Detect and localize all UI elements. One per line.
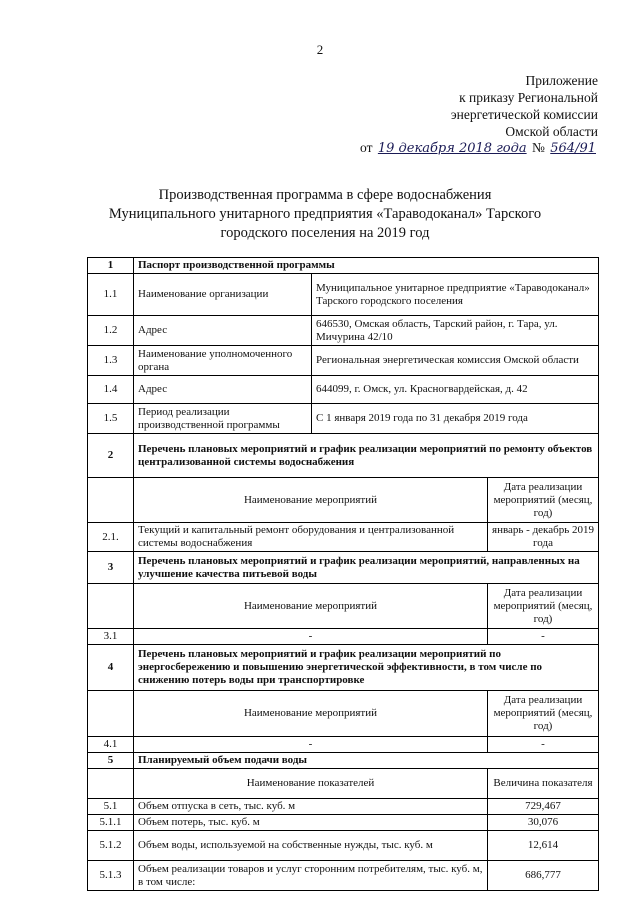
page-number: 2 <box>316 42 324 57</box>
empty-cell <box>88 769 134 799</box>
section-3-header <box>88 552 599 584</box>
section-number: 3 <box>88 552 134 584</box>
table-row <box>88 629 599 645</box>
section-title: Планируемый объем подачи воды <box>134 753 599 769</box>
row-name: Объем отпуска в сеть, тыс. куб. м <box>134 799 488 815</box>
empty-cell <box>88 691 134 737</box>
column-header-row <box>88 584 599 629</box>
approval-line <box>360 140 598 156</box>
row-label: Адрес <box>134 316 312 346</box>
row-number: 5.1.2 <box>88 831 134 861</box>
row-name: Объем реализации товаров и услуг сторонним потребителям, тыс. куб. м, в том числе: <box>134 861 488 891</box>
row-number: 1.3 <box>88 346 134 376</box>
table-row <box>88 861 599 891</box>
appendix-line: энергетической комиссии <box>450 107 598 122</box>
table-row <box>88 316 599 346</box>
column-header: Наименование мероприятий <box>134 478 488 523</box>
table-row <box>88 404 599 434</box>
section-1-header <box>88 258 599 274</box>
table-row <box>88 274 599 316</box>
row-number: 1.2 <box>88 316 134 346</box>
row-label: Наименование организации <box>134 274 312 316</box>
row-value: 646530, Омская область, Тарский район, г. Тара, ул. Мичурина 42/10 <box>312 316 599 346</box>
row-value: 644099, г. Омск, ул. Красногвардейская, д. 42 <box>312 376 599 404</box>
column-header-row <box>88 691 599 737</box>
section-number: 4 <box>88 645 134 691</box>
section-title: Перечень плановых мероприятий и график реализации мероприятий, направленных на улучшение качества питьевой воды <box>134 552 599 584</box>
table-row <box>88 346 599 376</box>
title-line: Муниципального унитарного предприятия «Тараводоканал» Тарского <box>108 206 542 222</box>
row-number: 5.1.1 <box>88 815 134 831</box>
appendix-line: Омской области <box>505 124 598 139</box>
empty-cell <box>88 478 134 523</box>
section-title: Паспорт производственной программы <box>134 258 599 274</box>
row-date: - <box>488 737 599 753</box>
section-4-header <box>88 645 599 691</box>
appendix-line: к приказу Региональной <box>459 90 598 105</box>
row-number: 3.1 <box>88 629 134 645</box>
document-title <box>90 186 560 243</box>
row-number: 5.1.3 <box>88 861 134 891</box>
section-title: Перечень плановых мероприятий и график реализации мероприятий по ремонту объектов централизованной системы водоснабжения <box>134 434 599 478</box>
row-number: 2.1. <box>88 523 134 552</box>
row-label: Адрес <box>134 376 312 404</box>
section-number: 1 <box>88 258 134 274</box>
row-label: Период реализации производственной программы <box>134 404 312 434</box>
program-table <box>87 257 599 891</box>
row-value: Региональная энергетическая комиссия Омской области <box>312 346 599 376</box>
column-header: Дата реализации мероприятий (месяц, год) <box>488 478 599 523</box>
row-date: - <box>488 629 599 645</box>
title-line: городского поселения на 2019 год <box>220 225 430 241</box>
row-number: 1.1 <box>88 274 134 316</box>
section-number: 5 <box>88 753 134 769</box>
row-value: Муниципальное унитарное предприятие «Тараводоканал» Тарского городского поселения <box>312 274 599 316</box>
title-line: Производственная программа в сфере водоснабжения <box>158 187 492 203</box>
table-row <box>88 831 599 861</box>
approval-prefix: от <box>360 140 373 155</box>
row-number: 4.1 <box>88 737 134 753</box>
number-sign: № <box>531 140 545 155</box>
column-header: Наименование мероприятий <box>134 584 488 629</box>
column-header-row <box>88 478 599 523</box>
row-value: 729,467 <box>488 799 599 815</box>
table-row <box>88 799 599 815</box>
table-row <box>88 376 599 404</box>
column-header: Наименование мероприятий <box>134 691 488 737</box>
row-label: Наименование уполномоченного органа <box>134 346 312 376</box>
handwritten-number: 564/91 <box>550 141 596 156</box>
column-header: Наименование показателей <box>134 769 488 799</box>
section-title: Перечень плановых мероприятий и график реализации мероприятий по энергосбережению и повышению энергетической эффективности, в том числе по снижению потерь воды при транспортировке <box>134 645 599 691</box>
handwritten-date: 19 декабря 2018 года <box>377 141 527 156</box>
row-name: Объем потерь, тыс. куб. м <box>134 815 488 831</box>
row-value: 12,614 <box>488 831 599 861</box>
section-2-header <box>88 434 599 478</box>
row-name: Текущий и капитальный ремонт оборудования и централизованной системы водоснабжения <box>134 523 488 552</box>
row-value: 686,777 <box>488 861 599 891</box>
table-row <box>88 737 599 753</box>
row-number: 1.5 <box>88 404 134 434</box>
table-row <box>88 815 599 831</box>
column-header: Дата реализации мероприятий (месяц, год) <box>488 691 599 737</box>
row-value: С 1 января 2019 года по 31 декабря 2019 года <box>312 404 599 434</box>
row-number: 1.4 <box>88 376 134 404</box>
row-name: Объем воды, используемой на собственные нужды, тыс. куб. м <box>134 831 488 861</box>
column-header: Дата реализации мероприятий (месяц, год) <box>488 584 599 629</box>
row-number: 5.1 <box>88 799 134 815</box>
row-name: - <box>134 737 488 753</box>
column-header-row <box>88 769 599 799</box>
row-date: январь - декабрь 2019 года <box>488 523 599 552</box>
row-name: - <box>134 629 488 645</box>
row-value: 30,076 <box>488 815 599 831</box>
table-row <box>88 523 599 552</box>
appendix-line: Приложение <box>525 73 598 88</box>
empty-cell <box>88 584 134 629</box>
section-number: 2 <box>88 434 134 478</box>
appendix-block <box>451 72 598 140</box>
column-header: Величина показателя <box>488 769 599 799</box>
section-5-header <box>88 753 599 769</box>
